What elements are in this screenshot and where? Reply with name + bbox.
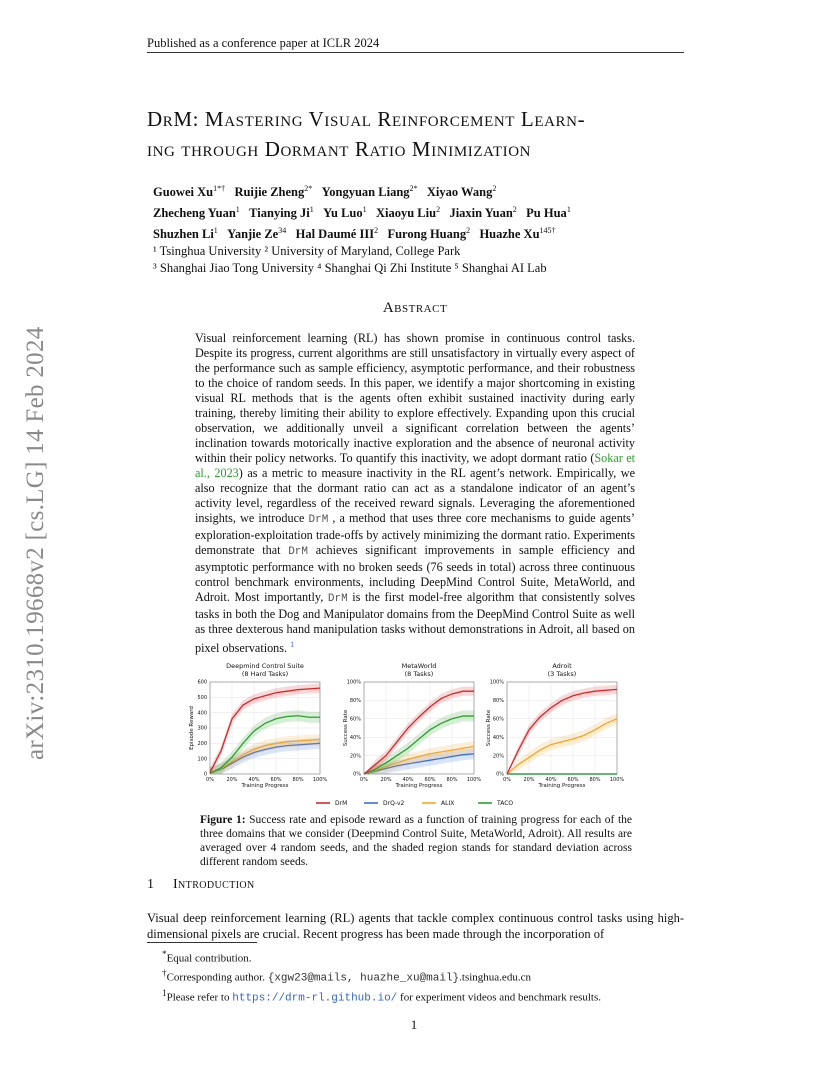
- y-tick-label: 80%: [492, 698, 504, 705]
- y-tick-label: 60%: [349, 716, 361, 723]
- footnotes: [162, 947, 682, 1006]
- y-tick-label: 200: [197, 741, 207, 748]
- panel-title: Adroit: [552, 662, 572, 670]
- y-axis-label: Success Rate: [486, 709, 492, 747]
- abstract-body: Visual reinforcement learning (RL) has shown promise in continuous control tasks. Despite its progress, current algorithms are still unsatisfactory in virtually every aspect of the performance such as sample efficiency, asymptotic performance, and their robustness to the choice of random seeds. In this paper, we identify a major shortcoming in existing visual RL methods that is the agents often exhibit sustained inactivity during early training, thereby limiting their ability to explore effectively. Expanding upon this crucial observation, we additionally unveil a significant correlation between the agents’ inclination towards motorically inactive exploration and the absence of neuronal activity within their policy networks. To quantify this inactivity, we adopt dormant ratio (Sokar et al., 2023) as a metric to measure inactivity in the RL agent’s network. Empirically, we also recognize that the dormant ratio can act as a standalone indicator of an agent’s activity level, regardless of the received reward signals. Leveraging the aforementioned insights, we introduce DrM , a method that uses three core mechanisms to guide agents’ exploration-exploitation trade-offs by actively minimizing the dormant ratio. Experiments demonstrate that DrM achieves significant improvements in sample efficiency and asymptotic performance with no broken seeds (76 seeds in total) across three continuous control benchmark environments, including DeepMind Control Suite, MetaWorld, and Adroit. Most importantly, DrM is the first model-free algorithm that consistently solves tasks in both the Dog and Manipulator domains from the DeepMind Control Suite as well as three dexterous hand manipulation tasks without demonstrations in Adroit, all based on pixel observations. $^1$: [195, 331, 636, 656]
- legend-label: DrQ-v2: [383, 800, 405, 807]
- author-block: [153, 180, 673, 277]
- x-axis-label: Training Progress: [395, 783, 443, 789]
- x-tick-label: 40%: [545, 777, 557, 783]
- y-tick-label: 40%: [492, 734, 504, 741]
- x-tick-label: 20%: [380, 777, 392, 783]
- legend-label: DrM: [335, 800, 348, 807]
- author-list: Guowei $Xu^{1*\dagger}$ Ruijie Zheng$^{2*}$ Yongyuan Liang$^{2*}$ Xiyao Wang$^2$ Zhecheng Yuan$^1$ Tianying Ji$^1$ Yu Luo$^1$ Xiaoyu Liu$^2$ Jiaxin Yuan$^2$ Pu Hua$^1$ Shuzhen Li$^1$ Yanjie Ze$^{34}$ Hal Daumé III$^2$ Furong Huang$^2$ Huazhe $Xu^{145\dagger}$: [153, 184, 571, 242]
- x-tick-label: 100%: [466, 777, 482, 783]
- figure-caption: [200, 813, 632, 869]
- x-tick-label: 80%: [292, 777, 304, 783]
- y-tick-label: 300: [197, 725, 207, 732]
- y-tick-label: 20%: [492, 753, 504, 760]
- figure-1: [190, 662, 640, 812]
- email-code: {xgw23@mails, huazhe_xu@mail}: [267, 972, 460, 985]
- title-line-2: ing through Dormant Ratio Minimization: [147, 137, 532, 161]
- x-tick-label: 60%: [567, 777, 579, 783]
- y-axis-label: Episode Reward: [189, 706, 195, 750]
- caption-text: Success rate and episode reward as a function of training progress for each of the three domains that we consider (Deepmind Control Suite, MetaWorld, Adroit). All results are averaged over 4 random seeds, and the shaded region stands for standard deviation across different random seeds.: [200, 814, 632, 868]
- x-tick-label: 0%: [503, 777, 511, 783]
- panel-subtitle: (8 Hard Tasks): [241, 670, 289, 678]
- y-tick-label: 60%: [492, 716, 504, 723]
- x-tick-label: 80%: [446, 777, 458, 783]
- panel-subtitle: (8 Tasks): [404, 670, 434, 678]
- x-tick-label: 60%: [424, 777, 436, 783]
- y-tick-label: 100%: [346, 679, 361, 686]
- footnote-website: $^1$Please refer to https://drm-rl.github.io/ for experiment videos and benchmark results.: [162, 988, 602, 1005]
- x-axis-label: Training Progress: [241, 783, 289, 789]
- affiliations-line-2: ³ Shanghai Jiao Tong University ⁴ Shanghai Qi Zhi Institute ⁵ Shanghai AI Lab: [153, 261, 547, 276]
- y-tick-label: 0: [203, 771, 207, 778]
- y-axis-label: Success Rate: [343, 709, 349, 747]
- panel-title: Deepmind Control Suite: [226, 662, 304, 670]
- y-tick-label: 0%: [353, 771, 361, 778]
- arxiv-stamp: arXiv:2310.19668v2 [cs.LG] 14 Feb 2024: [22, 326, 49, 760]
- x-tick-label: 100%: [609, 777, 625, 783]
- y-tick-label: 0%: [496, 771, 504, 778]
- affiliations-line-1: ¹ Tsinghua University ² University of Maryland, College Park: [153, 244, 461, 259]
- x-tick-label: 60%: [270, 777, 282, 783]
- page-number: 1: [410, 1017, 418, 1032]
- y-tick-label: 600: [197, 679, 207, 686]
- y-tick-label: 40%: [349, 734, 361, 741]
- figure-1-charts: [190, 662, 640, 812]
- legend-label: TACO: [497, 800, 514, 807]
- project-link[interactable]: https://drm-rl.github.io/: [232, 992, 398, 1005]
- running-header: Published as a conference paper at ICLR 2024: [147, 36, 380, 50]
- legend-label: ALIX: [441, 800, 455, 807]
- x-tick-label: 100%: [312, 777, 328, 783]
- header-rule: [147, 52, 684, 53]
- panel-title: MetaWorld: [401, 662, 437, 670]
- footnote-rule: [147, 942, 257, 943]
- y-tick-label: 100%: [489, 679, 504, 686]
- paper-title: [147, 104, 707, 164]
- intro-paragraph: Visual deep reinforcement learning (RL) agents that tackle complex continuous control tasks using high-dimensional pixels are crucial. Recent progress has been made through the incorporation of: [147, 911, 684, 941]
- footnote-corresponding: †Corresponding author. {xgw23@mails, huazhe_xu@mail}.tsinghua.edu.cn: [162, 968, 531, 985]
- x-tick-label: 80%: [589, 777, 601, 783]
- panel-subtitle: (3 Tasks): [547, 670, 577, 678]
- x-tick-label: 40%: [248, 777, 260, 783]
- abstract-heading: Abstract: [382, 300, 448, 316]
- y-tick-label: 400: [197, 710, 207, 717]
- y-tick-label: 100: [197, 756, 207, 763]
- y-tick-label: 20%: [349, 753, 361, 760]
- y-tick-label: 80%: [349, 698, 361, 705]
- section-number: 1: [147, 877, 155, 892]
- title-line-1: DrM: Mastering Visual Reinforcement Learn-: [147, 107, 586, 131]
- y-tick-label: 500: [197, 695, 207, 702]
- caption-label: Figure 1:: [200, 814, 246, 826]
- x-tick-label: 20%: [226, 777, 238, 783]
- section-heading: [147, 877, 255, 893]
- x-tick-label: 40%: [402, 777, 414, 783]
- section-title: Introduction: [173, 877, 255, 892]
- x-tick-label: 20%: [523, 777, 535, 783]
- x-tick-label: 0%: [206, 777, 214, 783]
- x-axis-label: Training Progress: [538, 783, 586, 789]
- x-tick-label: 0%: [360, 777, 368, 783]
- footnote-equal: *Equal contribution.: [162, 949, 252, 965]
